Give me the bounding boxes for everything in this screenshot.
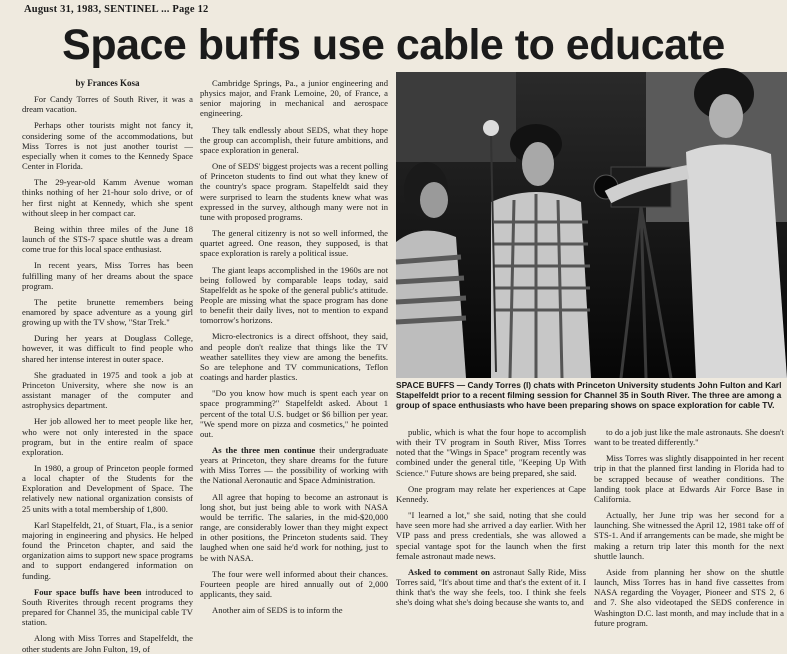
article-paragraph: One of SEDS' biggest projects was a recent polling of Princeton students to find out what they knew of the country's space program. Stapelfeldt said they were surprised to learn the students knew what was expressed in the survey, although many were not in tune with proposed programs. [200,161,388,222]
paragraph-lead-in: Four space buffs have been [34,586,142,597]
paragraph-lead-in: Asked to comment on [408,566,490,577]
dateline: August 31, 1983, SENTINEL ... Page 12 [24,4,209,15]
photo-caption: SPACE BUFFS — Candy Torres (l) chats with Princeton University students John Fulton and Karl Stapelfeldt prior to a recent filming session for Channel 35 in South River. The three are among a group of space enthusiasts who have been preparing shows on space exploration for cable TV. [396,380,782,410]
article-paragraph: Micro-electronics is a direct offshoot, they said, and people don't realize that things like the TV weather satellites they view are among the benefits. So are telephone and TV communications, Teflon coatings and harder plastics. [200,331,388,383]
paragraph-text: introduced to South Riverites through recent programs they prepared for Channel 35, the municipal cable TV station. [22,586,193,628]
article-paragraph: Along with Miss Torres and Stapelfeldt, the other students are John Fulton, 19, of [22,633,193,654]
article-paragraph [396,567,586,608]
article-paragraph: The general citizenry is not so well informed, the quartet agreed. One reason, they supposed, is that space exploration is rarely a political issue. [200,228,388,259]
article-paragraph: public, which is what the four hope to accomplish with their TV program in South River, Miss Torres noted that the "Wings in Space" program recently was combined under the general title, "Keeping Up With Science." Future shows are being prepared, she said. [396,427,586,478]
article-paragraph: "I learned a lot," she said, noting that she could have seen more had she arrived a day earlier. With her VIP pass and press credentials, she was allowed a special vantage spot for the launch when the first female astronaut made news. [396,510,586,561]
paragraph-text: their undergraduate years at Princeton, they share dreams for the future with Miss Torres — the possibility of working with the National Aeronautic and Space Administration. [200,445,388,486]
photo-illustration [396,72,787,378]
article-paragraph: Aside from planning her show on the shuttle launch, Miss Torres has in hand five cassettes from NASA regarding the Voyager, Pioneer and STS 2, 6 and 7. She also videotaped the SEDS conference in Washington D.C. last month, and may include that in a future program. [594,566,784,628]
paragraph-text: astronaut Sally Ride, Miss Torres said, "It's about time and that's the extent of it. I think that's the way she feels, too. I think she feels she's doing what she's doing because she wants to, and [396,566,586,608]
article-paragraph: She graduated in 1975 and took a job at Princeton University, where she now is an assistant manager of the computer and astrophysics department. [22,369,193,411]
article-paragraph: In recent years, Miss Torres has been fulfilling many of her dreams about the space program. [22,260,193,291]
article-paragraph: Actually, her June trip was her second for a launching. She witnessed the April 12, 1981 take off of STS-1. And if arrangements can be made, she might be making a return trip later this month for the next shuttle launch. [594,510,784,561]
article-column-1 [22,78,193,654]
byline: by Frances Kosa [75,78,140,88]
article-paragraph: One program may relate her experiences at Cape Kennedy. [396,483,586,504]
article-paragraph: The petite brunette remembers being enamored by space adventure as a young girl growing up with the TV show, "Star Trek." [22,296,193,328]
news-photo [396,72,787,378]
article-paragraph: Miss Torres was slightly disappointed in her recent trip in that the planned first landing in Florida had to be scrapped because of weather conditions. The landing took place at Edwards Air Force Base in California. [594,453,784,504]
article-paragraph: Another aim of SEDS is to inform the [212,605,343,616]
headline: Space buffs use cable to educate [62,21,725,69]
article-paragraph: The four were well informed about their chances. Fourteen people are hired annually out of 2,000 applicants, they said. [200,568,388,600]
article-column-2 [200,78,388,643]
article-paragraph: They talk endlessly about SEDS, what they hope the group can accomplish, their future ambitions, and space exploration in general. [200,124,388,155]
article-paragraph: In 1980, a group of Princeton people formed a local chapter of the Students for the Exploration and Development of Space. The relatively new national organization consists of 25 units with a total membership of 1,800. [22,463,193,514]
article-paragraph: Cambridge Springs, Pa., a junior engineering and physics major, and Frank Lemoine, 20, of France, a senior majoring in mechanical and aerospace engineering. [200,78,388,119]
article-paragraph: All agree that hoping to become an astronaut is long shot, but just being able to work with NASA would be terrific. The salaries, in the mid-$20,000 range, are considerably lower than they might expect in other positions, the Princeton students said. They laughed when one said he'd work for nothing, just to be with NASA. [200,491,388,563]
article-paragraph: Her job allowed her to meet people like her, who were not only interested in the space program, but in the entire realm of space exploration. [22,416,193,457]
article-paragraph: Karl Stapelfeldt, 21, of Stuart, Fla., is a senior majoring in engineering and physics. He helped found the Princeton chapter, and said the organization aims to support new space programs and to support endangered information on funding. [22,519,193,581]
article-paragraph: Being within three miles of the June 18 launch of the STS-7 space shuttle was a dream come true for this local space enthusiast. [22,223,193,255]
article-column-4 [594,427,784,643]
article-paragraph [22,587,193,628]
paragraph-lead-in: As the three men continue [212,445,316,455]
article-paragraph [200,445,388,486]
article-paragraph: During her years at Douglass College, however, it was difficult to find people who shared her intense interest in outer space. [22,333,193,364]
article-paragraph: The 29-year-old Kamm Avenue woman thinks nothing of her 21-hour solo drive, or of her first night at Kennedy, which she spent without sleep in her compact car. [22,177,193,218]
article-paragraph: to do a job just like the male astronauts. She doesn't want to be treated differently." [594,427,784,448]
article-paragraph: The giant leaps accomplished in the 1960s are not being followed by comparable leaps today, said Stapelfeldt as he spoke of the general public's attitude. People are missing what the space program has done to benefit their daily lives, not to mention to expand tomorrow's horizons. [200,264,388,326]
article-paragraph: Perhaps other tourists might not fancy it, considering some of the accommodations, but Miss Torres is not just another tourist — especially when it comes to the Kennedy Space Center in Florida. [22,120,193,172]
article-paragraph: "Do you know how much is spent each year on space programming?" Stapelfeldt asked. About 1 percent of the total U.S. budget or $6 billion per year. "We spend more on pizza and cosmetics," he pointed out. [200,388,388,439]
article-paragraph: For Candy Torres of South River, it was a dream vacation. [22,94,193,115]
article-column-3 [396,427,586,643]
